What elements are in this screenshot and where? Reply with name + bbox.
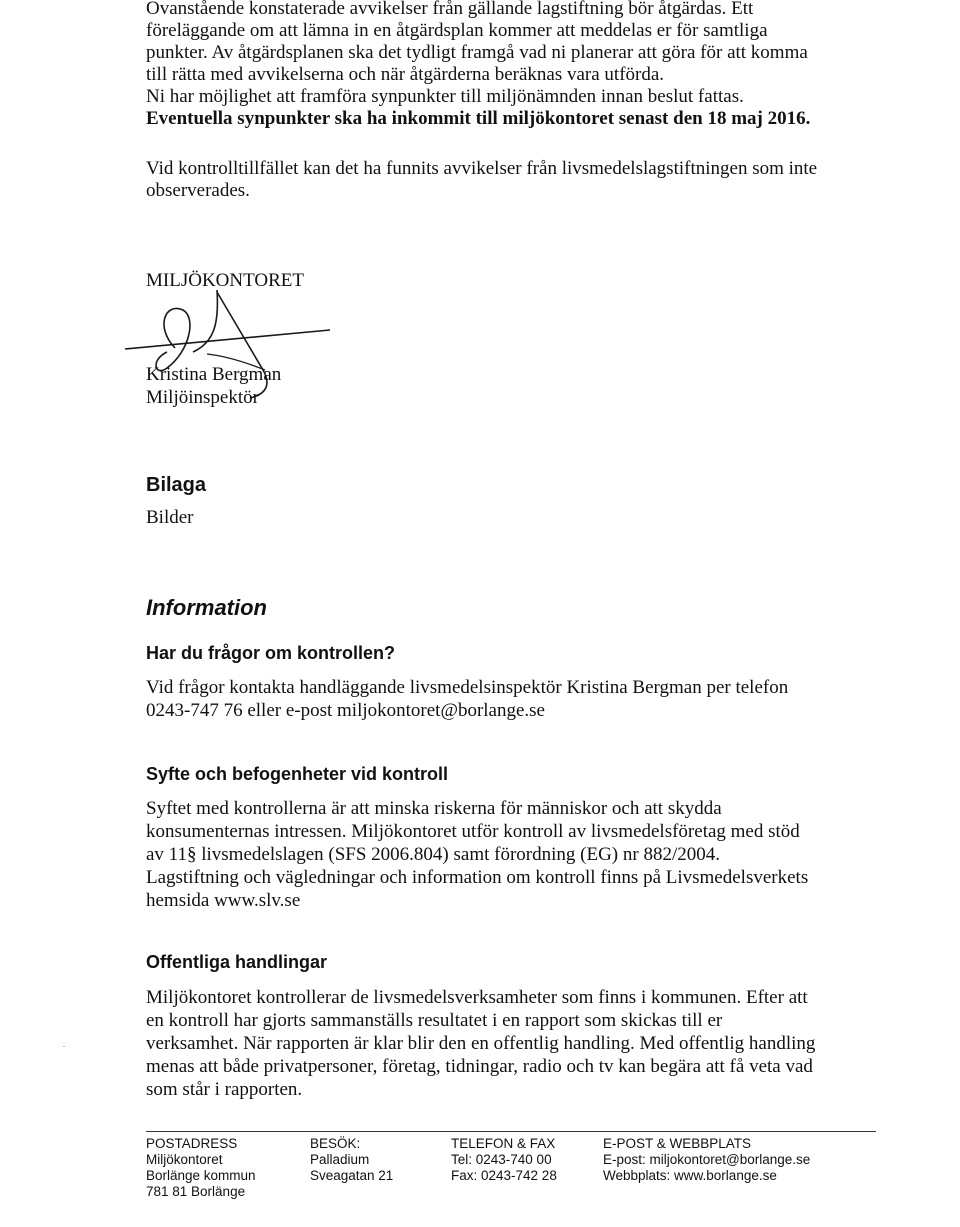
office-name: MILJÖKONTORET (146, 270, 304, 291)
scan-artifact (63, 1046, 65, 1047)
footer-website: Webbplats: www.borlange.se (603, 1168, 777, 1183)
questions-line: 0243-747 76 eller e-post miljokontoret@borlange.se (146, 700, 545, 721)
public-records-line: verksamhet. När rapporten är klar blir den en offentlig handling. Med offentlig handling (146, 1033, 816, 1054)
purpose-line: Syftet med kontrollerna är att minska riskerna för människor och att skydda (146, 798, 722, 819)
purpose-line: hemsida www.slv.se (146, 890, 301, 911)
intro-line: till rätta med avvikelserna och när åtgärderna beräknas vara utförda. (146, 64, 665, 85)
purpose-heading: Syfte och befogenheter vid kontroll (146, 764, 449, 784)
footer-visit-line: Sveagatan 21 (310, 1168, 394, 1183)
attachment-heading: Bilaga (146, 474, 207, 496)
footer-email: E-post: miljokontoret@borlange.se (603, 1152, 811, 1167)
intro-line: Ovanstående konstaterade avvikelser från gällande lagstiftning bör åtgärdas. Ett (146, 0, 754, 19)
questions-paragraph (146, 676, 866, 722)
public-records-line: en kontroll har gjorts sammanställs resultatet i en rapport som skickas till er (146, 1010, 723, 1031)
footer-postal-label: POSTADRESS (146, 1136, 238, 1151)
intro-line: föreläggande om att lämna in en åtgärdsplan kommer att meddelas er för samtliga (146, 20, 768, 41)
public-records-paragraph (146, 986, 866, 1101)
note-paragraph (146, 158, 866, 202)
footer-divider (146, 1131, 876, 1132)
intro-paragraph (146, 0, 866, 130)
public-records-line: som står i rapporten. (146, 1079, 303, 1100)
footer-phone-label: TELEFON & FAX (451, 1136, 556, 1151)
footer-postal-address (146, 1136, 256, 1200)
public-records-line: Miljökontoret kontrollerar de livsmedelsverksamheter som finns i kommunen. Efter att (146, 987, 808, 1008)
footer-visit-address (310, 1136, 393, 1184)
information-heading: Information (146, 595, 267, 620)
purpose-line: av 11§ livsmedelslagen (SFS 2006.804) samt förordning (EG) nr 882/2004. (146, 844, 720, 865)
signatory-name: Kristina Bergman (146, 364, 282, 385)
attachment-item: Bilder (146, 507, 194, 528)
footer-visit-line: Palladium (310, 1152, 370, 1167)
deadline-notice: Eventuella synpunkter ska ha inkommit till miljökontoret senast den 18 maj 2016. (146, 108, 811, 129)
footer-phone-fax (451, 1136, 557, 1184)
signatory-title: Miljöinspektör (146, 387, 259, 408)
purpose-paragraph (146, 797, 866, 912)
note-line: Vid kontrolltillfället kan det ha funnits avvikelser från livsmedelslagstiftningen som inte (146, 158, 818, 179)
footer-fax-number: Fax: 0243-742 28 (451, 1168, 557, 1183)
footer-visit-label: BESÖK: (310, 1136, 361, 1151)
public-records-line: menas att både privatpersoner, företag, tidningar, radio och tv kan begära att få veta vad (146, 1056, 813, 1077)
questions-line: Vid frågor kontakta handläggande livsmedelsinspektör Kristina Bergman per telefon (146, 677, 789, 698)
footer-postal-line: 781 81 Borlänge (146, 1184, 246, 1199)
purpose-line: konsumenternas intressen. Miljökontoret utför kontroll av livsmedelsföretag med stöd (146, 821, 800, 842)
intro-line: punkter. Av åtgärdsplanen ska det tydligt framgå vad ni planerar att göra för att komma (146, 42, 808, 63)
purpose-line: Lagstiftning och vägledningar och information om kontroll finns på Livsmedelsverkets (146, 867, 809, 888)
footer-email-web (603, 1136, 810, 1184)
footer-phone-number: Tel: 0243-740 00 (451, 1152, 552, 1167)
footer-web-label: E-POST & WEBBPLATS (603, 1136, 752, 1151)
intro-line: Ni har möjlighet att framföra synpunkter till miljönämnden innan beslut fattas. (146, 86, 744, 107)
public-records-heading: Offentliga handlingar (146, 952, 328, 972)
questions-heading: Har du frågor om kontrollen? (146, 643, 396, 663)
footer-postal-line: Borlänge kommun (146, 1168, 256, 1183)
footer-postal-line: Miljökontoret (146, 1152, 223, 1167)
note-line: observerades. (146, 180, 250, 201)
